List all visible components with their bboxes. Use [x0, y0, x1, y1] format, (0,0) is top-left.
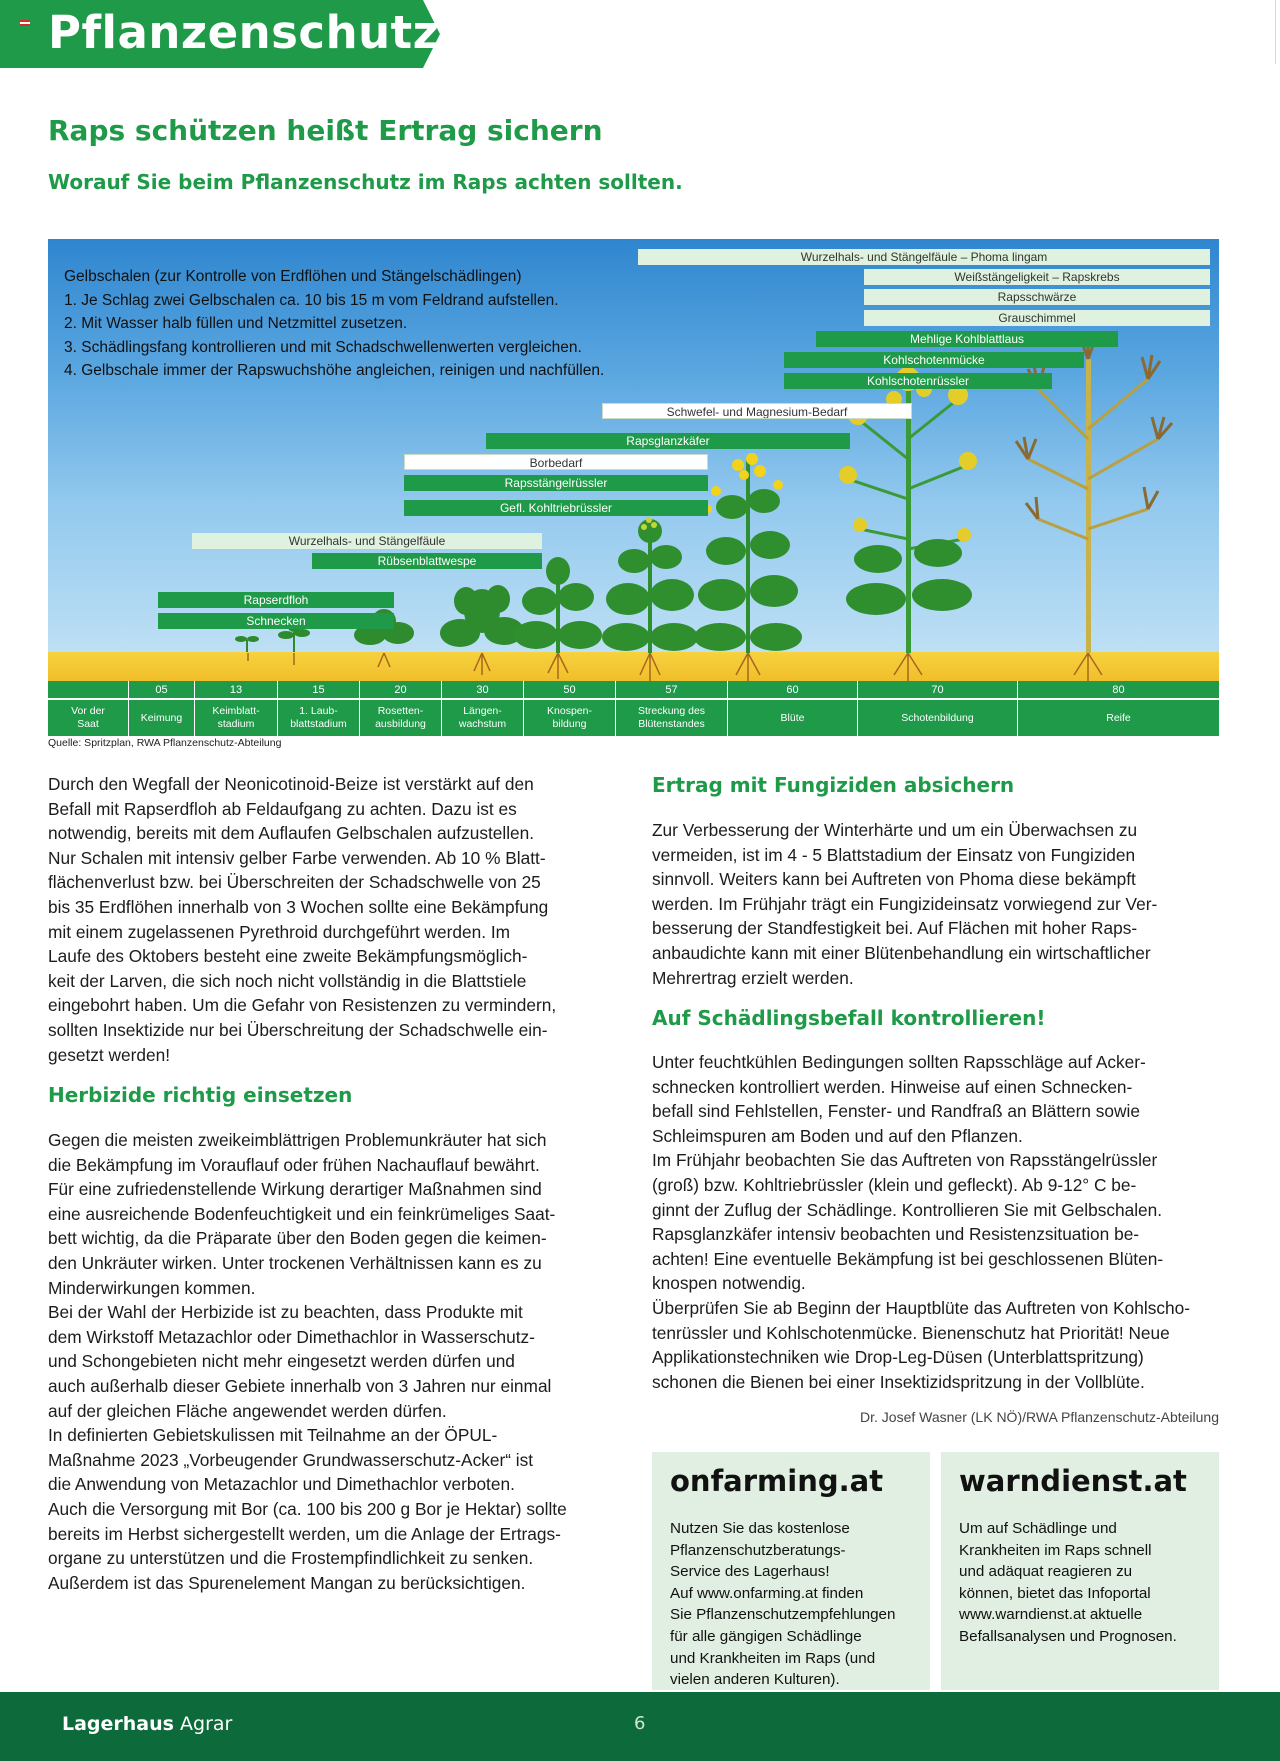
text-line: bett wichtig, da die Präparate über den Boden gegen die keimen- [48, 1228, 547, 1249]
stage-cell [1018, 681, 1219, 736]
text-line: Auf www.onfarming.at finden [670, 1584, 864, 1602]
section-heading: Ertrag mit Fungiziden absichern [652, 773, 1015, 797]
stage-cell [48, 681, 129, 736]
yellow-trap-instructions [64, 265, 624, 383]
stage-label: Vor der Saat [48, 700, 128, 736]
timing-bar: Kohlschotenrüssler [784, 373, 1052, 389]
stage-code: 57 [616, 681, 727, 699]
timing-bar: Wurzelhals- und Stängelfäule [192, 533, 542, 549]
promo-text [670, 1518, 895, 1691]
stage-code: 70 [858, 681, 1017, 699]
text-line: und adäquat reagieren zu [959, 1563, 1133, 1581]
info-line: 2. Mit Wasser halb füllen und Netzmittel zusetzen. [64, 315, 408, 332]
text-line: ginnt der Zuflug der Schädlinge. Kontrollieren Sie mit Gelbschalen. [652, 1199, 1163, 1220]
stage-label: Rosetten- ausbildung [360, 700, 441, 736]
promo-title[interactable]: warndienst.at [959, 1464, 1187, 1498]
promo-title[interactable]: onfarming.at [670, 1464, 884, 1498]
text-line: befall sind Fehlstellen, Fenster- und Randfraß an Blättern sowie [652, 1101, 1140, 1122]
stage-cell [524, 681, 616, 736]
left-column-body [48, 1128, 618, 1595]
roots [248, 653, 1102, 681]
section-title: Pflanzenschutz [48, 6, 440, 59]
section-heading: Auf Schädlingsbefall kontrollieren! [652, 1006, 1046, 1030]
pest-control-paragraph [652, 1050, 1222, 1394]
timing-bar: Rapsstängelrüssler [404, 475, 708, 491]
promo-box-onfarming [652, 1452, 930, 1690]
stage-code: 15 [278, 681, 359, 699]
text-line: (groß) bzw. Kohltriebrüssler (klein und gefleckt). Ab 9-12° C be- [652, 1174, 1137, 1195]
text-line: sollten Insektizide nur bei Überschreitung der Schadschwelle ein- [48, 1019, 548, 1040]
text-line: keit der Larven, die sich noch nicht vollständig in die Blattstiele [48, 970, 527, 991]
text-line: Gegen die meisten zweikeimblättrigen Problemunkräuter hat sich [48, 1130, 547, 1150]
text-line: Auch die Versorgung mit Bor (ca. 100 bis 200 g Bor je Hektar) sollte [48, 1498, 567, 1519]
left-column [48, 772, 618, 1067]
text-line: Durch den Wegfall der Neonicotinoid-Beize ist verstärkt auf den [48, 774, 534, 794]
text-line: bis 35 Erdflöhen innerhalb von 3 Wochen sollte eine Bekämpfung [48, 896, 549, 917]
stage-cell [195, 681, 278, 736]
info-line: Gelbschalen (zur Kontrolle von Erdflöhen und Stängelschädlingen) [64, 268, 522, 285]
text-line: Schleimspuren am Boden und auf den Pflanzen. [652, 1125, 1023, 1146]
text-line: anbaudichte kann mit einer Blütenbehandlung ein wirtschaftlicher [652, 942, 1151, 963]
text-line: tenrüssler und Kohlschotenmücke. Bienenschutz hat Priorität! Neue [652, 1322, 1170, 1343]
stage-label: Blüte [728, 700, 857, 736]
stage-label: Längen- wachstum [442, 700, 523, 736]
text-line: Pflanzenschutzberatungs- [670, 1541, 846, 1559]
text-line: Nur Schalen mit intensiv gelber Farbe verwenden. Ab 10 % Blatt- [48, 847, 546, 868]
timing-bar: Mehlige Kohlblattlaus [816, 331, 1118, 347]
stage-label: 1. Laub- blattstadium [278, 700, 359, 736]
timing-bar: Rübsenblattwespe [312, 553, 542, 569]
brand-bold: Lagerhaus [62, 1713, 174, 1735]
timing-bar: Kohlschotenmücke [784, 352, 1084, 368]
text-line: und Schongebieten nicht mehr eingesetzt werden dürfen und [48, 1351, 515, 1372]
stage-label: Keimblatt- stadium [195, 700, 277, 736]
text-line: Nutzen Sie das kostenlose [670, 1520, 850, 1537]
text-line: Bei der Wahl der Herbizide ist zu beachten, dass Produkte mit [48, 1302, 523, 1323]
timing-bar: Schnecken [158, 613, 394, 629]
text-line: vermeiden, ist im 4 - 5 Blattstadium der Einsatz von Fungiziden [652, 844, 1136, 865]
stage-cell [616, 681, 728, 736]
paragraph [652, 818, 1222, 990]
intro-paragraph [48, 772, 618, 1067]
stage-cell [278, 681, 360, 736]
text-line: eine ausreichende Bodenfeuchtigkeit und ein feinkrümeliges Saat- [48, 1203, 556, 1224]
text-line: flächenverlust bzw. bei Überschreiten der Schadschwelle von 25 [48, 872, 541, 893]
text-line: Maßnahme 2023 „Vorbeugender Grundwasserschutz-Acker“ ist [48, 1449, 534, 1470]
text-line: die Bekämpfung im Vorauflauf oder frühen Nachauflauf bewährt. [48, 1154, 540, 1175]
text-line: Rapsglanzkäfer intensiv beobachten und Resistenzsituation be- [652, 1224, 1140, 1245]
stage-code: 13 [195, 681, 277, 699]
text-line: dem Wirkstoff Metazachlor oder Dimethachlor in Wasserschutz- [48, 1326, 535, 1347]
promo-text [959, 1518, 1177, 1648]
text-line: bereits im Herbst sichergestellt werden, um die Anlage der Ertrags- [48, 1523, 561, 1544]
text-line: gesetzt werden! [48, 1044, 170, 1065]
text-line: auch außerhalb dieser Gebiete innerhalb von 3 Jahren nur einmal [48, 1375, 552, 1396]
text-line: für alle gängigen Schädlinge [670, 1627, 862, 1645]
rapeseed-growth-infographic [48, 239, 1219, 681]
text-line: Laufe des Oktobers besteht eine zweite Bekämpfungsmöglich- [48, 946, 528, 967]
timing-bar: Rapserdfloh [158, 592, 394, 608]
timing-bar: Rapsglanzkäfer [486, 433, 850, 449]
fungicide-paragraph [652, 818, 1222, 990]
stage-code: 05 [129, 681, 194, 699]
stage-code: 80 [1018, 681, 1219, 699]
info-line: 1. Je Schlag zwei Gelbschalen ca. 10 bis 15 m vom Feldrand aufstellen. [64, 291, 559, 309]
text-line: eingebohrt haben. Um die Gefahr von Resistenzen zu vermindern, [48, 995, 557, 1016]
timing-bar: Weißstängeligkeit – Rapskrebs [864, 269, 1210, 285]
stage-code: 50 [524, 681, 615, 699]
info-line: 4. Gelbschale immer der Rapswuchshöhe angleichen, reinigen und nachfüllen. [64, 362, 605, 379]
text-line: Zur Verbesserung der Winterhärte und um ein Überwachsen zu [652, 820, 1138, 840]
page-number: 6 [634, 1713, 646, 1734]
austria-flag-icon [20, 20, 30, 26]
footer [0, 1692, 1280, 1761]
stage-label: Keimung [129, 700, 194, 736]
paragraph [652, 1050, 1222, 1394]
text-line: achten! Eine eventuelle Bekämpfung ist bei geschlossenen Blüten- [652, 1248, 1164, 1269]
text-line: Minderwirkungen kommen. [48, 1277, 256, 1298]
text-line: besserung der Standfestigkeit bei. Auf Flächen mit hoher Raps- [652, 918, 1138, 939]
stage-code: 20 [360, 681, 441, 699]
text-line: Befall mit Rapserdfloh ab Feldaufgang zu achten. Dazu ist es [48, 798, 517, 819]
text-line: die Anwendung von Metazachlor und Dimethachlor verboten. [48, 1474, 515, 1495]
text-line: Sie Pflanzenschutzempfehlungen [670, 1606, 896, 1624]
growth-stage-table [48, 681, 1219, 736]
text-line: schonen die Bienen bei einer Insektizidspritzung in der Vollblüte. [652, 1371, 1145, 1392]
text-line: sinnvoll. Weiters kann bei Auftreten von Phoma diese bekämpft [652, 869, 1136, 890]
stage-cell [442, 681, 524, 736]
text-line: Mehrertrag erzielt werden. [652, 967, 854, 988]
stage-code: 30 [442, 681, 523, 699]
text-line: Applikationstechniken wie Drop-Leg-Düsen (Unterblattspritzung) [652, 1347, 1144, 1368]
timing-bar: Wurzelhals- und Stängelfäule – Phoma lingam [638, 249, 1210, 265]
text-line: den Unkräuter wirken. Unter trockenen Verhältnissen kann es zu [48, 1252, 542, 1273]
text-line: Für eine zufriedenstellende Wirkung derartiger Maßnahmen sind [48, 1179, 542, 1200]
text-line: Außerdem ist das Spurenelement Mangan zu berücksichtigen. [48, 1572, 526, 1593]
text-line: Krankheiten im Raps schnell [959, 1541, 1152, 1559]
stage-label: Schotenbildung [858, 700, 1017, 736]
herbicide-paragraph [48, 1128, 618, 1595]
text-line: schnecken kontrolliert werden. Hinweise auf einen Schnecken- [652, 1076, 1133, 1097]
text-line: und Krankheiten im Raps (und [670, 1649, 876, 1667]
text-line: können, bietet das Infoportal [959, 1584, 1151, 1602]
stage-code: 60 [728, 681, 857, 699]
flowering-stage [694, 453, 802, 653]
info-line: 3. Schädlingsfang kontrollieren und mit Schadschwellenwerten vergleichen. [64, 338, 582, 356]
text-line: Im Frühjahr beobachten Sie das Auftreten von Rapsstängelrüssler [652, 1150, 1158, 1171]
promo-box-warndienst [941, 1452, 1219, 1690]
text-line: In definierten Gebietskulissen mit Teilnahme an der ÖPUL- [48, 1425, 498, 1446]
page-subtitle: Worauf Sie beim Pflanzenschutz im Raps achten sollten. [48, 170, 683, 194]
text-line: notwendig, bereits mit dem Auflaufen Gelbschalen aufzustellen. [48, 823, 535, 844]
stage-cell [858, 681, 1018, 736]
timing-bar: Grauschimmel [864, 310, 1210, 326]
text-line: vielen anderen Kulturen). [670, 1671, 840, 1689]
text-line: Unter feuchtkühlen Bedingungen sollten Rapsschläge auf Acker- [652, 1052, 1146, 1072]
stage-cell [728, 681, 858, 736]
divider [1275, 0, 1276, 64]
chart-source: Quelle: Spritzplan, RWA Pflanzenschutz-Abteilung [48, 737, 282, 749]
text-line: organe zu unterstützen und die Frostempfindlichkeit zu senken. [48, 1548, 534, 1569]
text-line: Service des Lagerhaus! [670, 1563, 830, 1581]
stage-cell [129, 681, 195, 736]
page-title: Raps schützen heißt Ertrag sichern [48, 114, 603, 147]
header-band [0, 0, 1280, 68]
text-line: werden. Im Frühjahr trägt ein Fungizideinsatz vorwiegend zur Ver- [652, 893, 1158, 914]
stage-cell [360, 681, 442, 736]
section-heading: Herbizide richtig einsetzen [48, 1083, 353, 1107]
text-line: mit einem zugelassenen Pyrethroid durchgeführt werden. Im [48, 921, 511, 942]
text-line: www.warndienst.at aktuelle [959, 1606, 1143, 1624]
text-line: Befallsanalysen und Prognosen. [959, 1627, 1177, 1645]
stage-label: Knospen- bildung [524, 700, 615, 736]
stage-label: Reife [1018, 700, 1219, 736]
timing-bar: Rapsschwärze [864, 289, 1210, 305]
text-line: auf der gleichen Fläche angewendet werden dürfen. [48, 1400, 447, 1421]
timing-bar: Gefl. Kohltriebrüssler [404, 500, 708, 516]
timing-bar: Borbedarf [404, 454, 708, 470]
stage-code [48, 681, 128, 699]
author-credit: Dr. Josef Wasner (LK NÖ)/RWA Pflanzenschutz-Abteilung [860, 1409, 1219, 1425]
brand-rest: Agrar [173, 1713, 233, 1735]
text-line: knospen notwendig. [652, 1273, 806, 1294]
text-line: Um auf Schädlinge und [959, 1520, 1117, 1537]
stage-label: Streckung des Blütenstandes [616, 700, 727, 736]
text-line: Überprüfen Sie ab Beginn der Hauptblüte das Auftreten von Kohlscho- [652, 1297, 1190, 1318]
footer-brand [62, 1713, 232, 1735]
timing-bar: Schwefel- und Magnesium-Bedarf [602, 403, 912, 419]
